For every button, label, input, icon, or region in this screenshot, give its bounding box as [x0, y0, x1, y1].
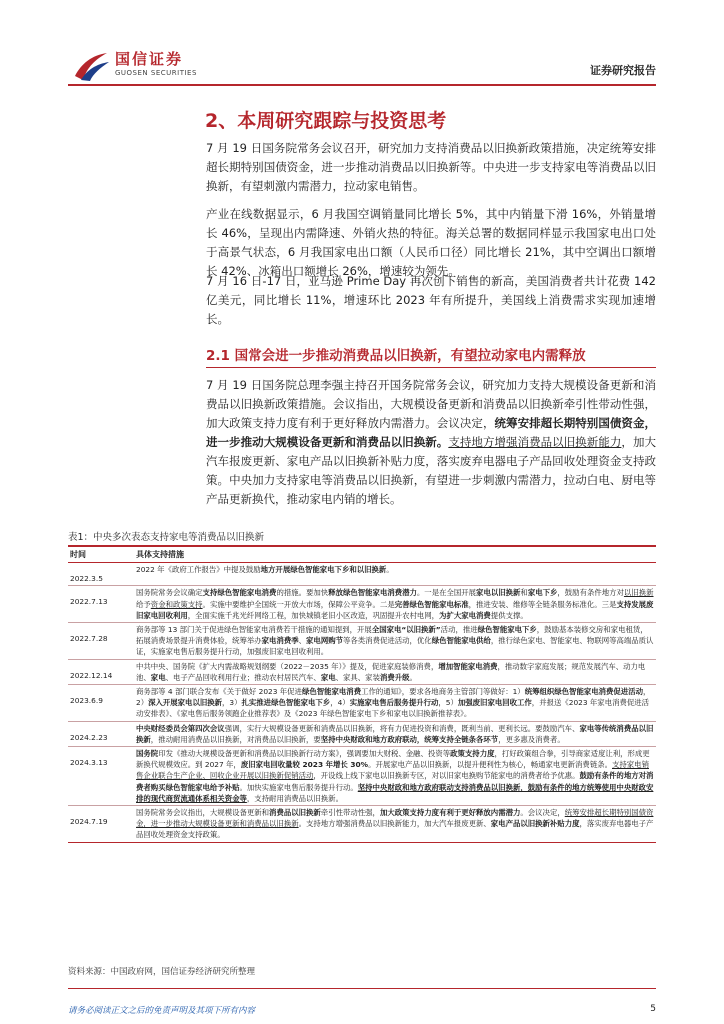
subsection-title: 2.1 国常会进一步推动消费品以旧换新，有望拉动家电内需释放	[206, 348, 586, 364]
table-row	[68, 586, 656, 623]
table-body	[68, 563, 656, 842]
header-divider	[68, 84, 656, 86]
row-measures	[134, 685, 656, 722]
measure-text: ，全面实施千兆光纤网络工程，加快城镇老旧小区改造，巩固提升农村电网，	[187, 610, 440, 620]
measure-text: 商务部等 13 部门关于促进绿色智能家电消费若干措施的通知提到，开展	[136, 625, 372, 635]
measure-text: 为扩大家电消费	[439, 610, 491, 620]
measure-text: 统筹组织绿色智能家电消费促进活动	[524, 687, 643, 697]
row-measures	[134, 563, 656, 586]
measure-text: 的措施。要加快	[276, 588, 329, 598]
measure-text: ，更多惠及消费者。	[498, 734, 565, 744]
row-measures	[134, 623, 656, 660]
measure-text: 。一是在全国开展	[416, 588, 477, 598]
measure-text: 。	[386, 565, 394, 575]
table-row	[68, 623, 656, 660]
measure-text: ，落实废弃电器电子产品回收处理资金支持政策。	[136, 819, 654, 840]
measure-text: ，鼓励有条件地方对	[557, 588, 624, 598]
measure-text: 地方开展绿色智能家电下乡和以旧换新	[260, 565, 387, 575]
measure-text: 、电子产品回收利用行业；推动农村居民汽车、	[165, 672, 321, 682]
measure-text: 工作的通知》，要求各地商务主管部门等做好：1）	[361, 687, 525, 697]
table-row	[68, 563, 656, 586]
measure-text: 2022 年《政府工作报告》中提及鼓励	[136, 565, 261, 575]
measure-text: 深入开展家电以旧换新	[148, 698, 223, 708]
measure-text: 废旧家电回收量较 2023 年增长 30%	[240, 760, 369, 770]
measure-text: 。开展家电产品以旧换新，以提升便利性为核心，畅通家电更新消费链条。	[368, 760, 612, 770]
measure-text: ，并报送《2023 年家电消费促进活动安排表》、《家电售后服务领跑企业推荐表》及《2023 年绿色智能家电下乡和家电以旧换新推荐表》。	[136, 698, 650, 719]
measure-text: ，开设线上线下家电以旧换新专区，对以旧家电换购节能家电的消费者给予优惠。	[313, 771, 580, 781]
measure-text: 以旧换新	[623, 588, 654, 598]
measure-text: ，推动耐用消费品以旧换新，对消费品以旧换新，要	[150, 734, 321, 744]
table-row	[68, 685, 656, 722]
table-row	[68, 721, 656, 746]
measure-text: ，推动数字家庭发展；规范发展汽车、动力电池、	[136, 661, 646, 682]
measure-text: ，4）	[330, 698, 350, 708]
measure-text: 消费升级	[379, 672, 410, 682]
row-date: 2023.6.9	[68, 685, 134, 722]
measure-text: 商务部等 4 部门联合发布《关于做好 2023 年促进	[136, 687, 302, 697]
measure-text: 、	[298, 636, 307, 646]
section-title: 2、本周研究跟踪与投资思考	[205, 110, 447, 132]
measure-text: 资金和政策支持	[150, 599, 203, 609]
measure-text: 家电以旧换新	[476, 588, 521, 598]
header-date: 时间	[68, 546, 134, 563]
p4-text-bold: 统筹安排超长期特别国债资金，进一步推动大规模设备更新和消费品以旧换新。	[206, 416, 656, 449]
measure-text: 。	[409, 672, 417, 682]
measure-text: 国务院	[136, 749, 159, 759]
row-date: 2024.2.23	[68, 721, 134, 746]
measure-text: 强调，实行大规模设备更新和消费品以旧换新，将有力促进投资和消费，既利当前、更利长远。要鼓励汽车、	[224, 723, 580, 733]
measure-text: 完善绿色智能家电标准	[394, 599, 469, 609]
measure-text: 国务院常务会议指出，大规模设备更新和	[136, 808, 270, 818]
measure-text: 家电网购节	[306, 636, 343, 646]
measure-text: 家电产品以旧换新补贴力度	[490, 819, 580, 829]
report-type-label: 证券研究报告	[590, 64, 656, 77]
measure-text: 。会议决定，	[520, 808, 565, 818]
paragraph-2: 产业在线数据显示，6 月我国空调销量同比增长 5%，其中内销量下滑 16%，外销量增长 46%，呈现出内需降速、外销火热的特征。海关总署的数据同样显示我国家电出口处于高景气状态，6 月我国家电出口额（人民币口径）同比增长 21%，其中空调出口额增长 42%、冰箱出口额增长 26%，增速较为领先。	[206, 207, 656, 278]
measure-text: 绿色智能家电消费	[301, 687, 362, 697]
measure-text: 印发《推动大规模设备更新和消费品以旧换新行动方案》，强调要加大财税、金融、投资等	[158, 749, 451, 759]
measure-text: 家电等传统消费品以旧换新	[136, 723, 654, 744]
paragraph-4	[206, 376, 656, 509]
measure-text: 中共中央、国务院《扩大内需战略规划纲要（2022－2035 年）》提及，促进家庭装修消费，	[136, 661, 439, 671]
header-measures: 具体支持措施	[134, 546, 656, 563]
row-measures	[134, 747, 656, 806]
source-note: 资料来源：中国政府网，国信证券经济研究所整理	[68, 967, 256, 977]
row-date: 2022.7.13	[68, 586, 134, 623]
measure-text: 消费品以旧换新	[269, 808, 321, 818]
measure-text: 提供支撑。	[490, 610, 528, 620]
measure-text: 等各类消费促进活动，优化	[343, 636, 432, 646]
company-name-en: GUOSEN SECURITIES	[115, 69, 197, 77]
subsection-divider	[206, 367, 656, 368]
row-measures	[134, 659, 656, 684]
page-header	[0, 0, 724, 90]
p4-text-underline: 支持地方增强消费品以旧换新能力	[448, 435, 622, 449]
measure-text: 统筹安排超长期特别国债资金，进一步推动大规模设备更新和消费品以旧换新	[136, 808, 654, 829]
measure-text: ，鼓励基本装修交房和家电租赁，拓展消费场景提升消费体验，统筹举办	[136, 625, 648, 646]
measure-text: 家电	[150, 672, 166, 682]
guosen-logo-icon	[72, 44, 112, 84]
measure-text: 扎实推进绿色智能家电下乡	[241, 698, 331, 708]
measure-text: ，推进安装、维修等全链条服务标准化。三是	[468, 599, 617, 609]
measure-text: 。实施中要维护全国统一开放大市场，保障公平竞争。二是	[202, 599, 395, 609]
measure-text: ，支持耐用消费品以旧换新。	[246, 793, 343, 803]
measure-text: 全国家电“以旧换新”	[371, 625, 441, 635]
measure-text: 牵引性带动性强，	[320, 808, 380, 818]
measure-text: 绿色智能家电下乡	[477, 625, 537, 635]
measure-text: 支持家电销售企业联合生产企业、回收企业开展以旧换新促销活动	[136, 760, 649, 781]
measure-text: 、家具、家装	[335, 672, 380, 682]
table-row	[68, 747, 656, 806]
measure-text: 。支持地方增强消费品以旧换新能力，加大汽车报废更新、	[298, 819, 491, 829]
measure-text: ，5）	[438, 698, 458, 708]
measure-text: 坚持中央财政和地方政府联动，统筹支持全链条各环节	[320, 734, 499, 744]
measure-text: 释放绿色智能家电消费潜力	[328, 588, 417, 598]
measure-text: 家电消费季	[261, 636, 299, 646]
row-measures	[134, 721, 656, 746]
p4-text-a: 7 月 19 日国务院总理李强主持召开国务院常务会议，研究加力支持大规模设备更新和消费品以旧换新政策措施。会议指出，大规模设备更新和消费品以旧换新牵引性带动性强，加大政策支持力度有利于更好释放内需潜力。会议决定，	[206, 378, 656, 430]
measure-text: 绿色智能家电供给	[431, 636, 491, 646]
measure-text: 给予	[136, 599, 151, 609]
measure-text: 支持发展废旧家电回收利用	[136, 599, 654, 620]
table-caption: 表1：中央多次表态支持家电等消费品以旧换新	[68, 532, 265, 543]
table-header-row	[68, 546, 656, 563]
measure-text: 增加智能家电消费	[438, 661, 498, 671]
measure-text: 家电	[320, 672, 336, 682]
policy-table	[68, 545, 656, 843]
row-date: 2022.3.5	[68, 563, 134, 586]
footer-disclaimer: 请务必阅读正文之后的免责声明及其项下所有内容	[68, 1006, 256, 1016]
measure-text: ，推行绿色家电、智能家电、物联网等高端品质认证，实施家电售后服务提升行动，加强废旧家电回收利用。	[136, 636, 654, 657]
measure-text: 鼓励有条件的地方对消费者购买绿色智能家电给予补贴	[136, 771, 654, 792]
measure-text: 加大政策支持力度有利于更好释放内需潜力	[379, 808, 521, 818]
measure-text: ，2）	[136, 687, 651, 708]
paragraph-3: 7 月 16 日-17 日，亚马逊 Prime Day 再次创下销售的新高，美国消费者共计花费 142 亿美元，同比增长 11%，增速环比 2023 年有所提升，美国线上消费需求实现加速增长。	[206, 274, 656, 326]
row-measures	[134, 806, 656, 843]
row-date: 2024.7.19	[68, 806, 134, 843]
measure-text: 国务院常务会议确定	[136, 588, 203, 598]
measure-text: 实施家电售后服务提升行动	[349, 698, 439, 708]
measure-text: 坚持中央财政和地方政府联动支持消费品以旧换新，鼓励有条件的地方统筹使用中央财政安排的现代商贸流通体系相关资金等	[136, 782, 654, 803]
measure-text: 活动，推进	[440, 625, 478, 635]
row-date: 2022.7.28	[68, 623, 134, 660]
measure-text: 。加快实施家电售后服务提升行动。	[239, 782, 358, 792]
measure-text: 中央财经委员会第四次会议	[136, 723, 225, 733]
table-row	[68, 806, 656, 843]
p4-text-d: ，加大汽车报废更新、家电产品以旧换新补贴力度，落实废弃电器电子产品回收处理资金支持政策。中央加力支持家电等消费品以旧换新，有望进一步刺激内需潜力，拉动白电、厨电等产品更新换代，推动家电内销的增长。	[206, 435, 657, 506]
company-name-cn: 国信证券	[115, 50, 184, 68]
measure-text: 加强废旧家电回收工作	[457, 698, 532, 708]
table-row	[68, 659, 656, 684]
measure-text: 和	[520, 588, 528, 598]
page-number: 5	[650, 1004, 656, 1014]
row-date: 2022.12.14	[68, 659, 134, 684]
measure-text: 家电下乡	[527, 588, 558, 598]
measure-text: ，打好政策组合拳，引导商家适度让利，形成更新换代规模效应。到 2027 年，	[136, 749, 650, 770]
measure-text: 政策支持力度	[450, 749, 495, 759]
row-measures	[134, 586, 656, 623]
footer-divider	[68, 988, 656, 989]
paragraph-1: 7 月 19 日国务院常务会议召开，研究加力支持消费品以旧换新政策措施，决定统筹安排超长期特别国债资金，进一步推动消费品以旧换新等。中央进一步支持家电等消费品以旧换新，有望刺激内需潜力，拉动家电销售。	[206, 141, 656, 193]
company-logo	[72, 44, 212, 88]
measure-text: 支持绿色智能家电消费	[202, 588, 277, 598]
measure-text: ，3）	[222, 698, 242, 708]
row-date: 2024.3.13	[68, 747, 134, 806]
